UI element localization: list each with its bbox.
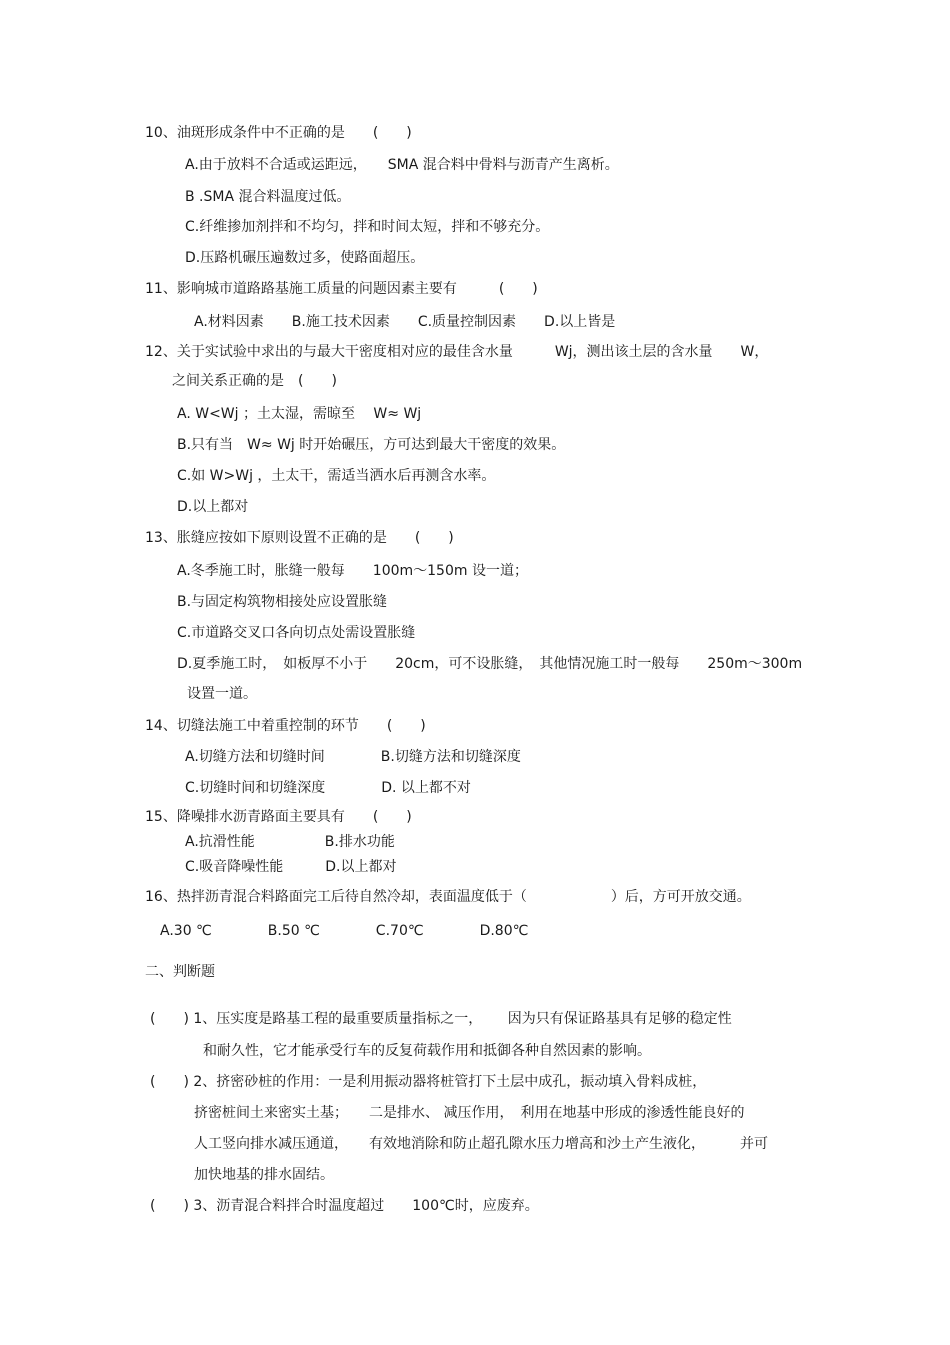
q11-options: A.材料因素 B.施工技术因素 C.质量控制因素 D.以上皆是 bbox=[194, 314, 616, 330]
q13-stem: 13、胀缝应按如下原则设置不正确的是 ( ) bbox=[145, 530, 454, 546]
q12-stem-line1: 12、关于实试验中求出的与最大干密度相对应的最佳含水量 Wj，测出该土层的含水量 W， bbox=[145, 344, 769, 360]
q15-stem: 15、降噪排水沥青路面主要具有 ( ) bbox=[145, 809, 412, 825]
q14-options-cd: C.切缝时间和切缝深度 D. 以上都不对 bbox=[185, 780, 471, 796]
q12-option-d: D.以上都对 bbox=[177, 499, 249, 515]
q11-stem: 11、影响城市道路路基施工质量的问题因素主要有 ( ) bbox=[145, 281, 538, 297]
section-2-title: 二、判断题 bbox=[145, 964, 215, 980]
judgment-2-line3: 人工竖向排水减压通道， 有效地消除和防止超孔隙水压力增高和沙土产生液化， 并可 bbox=[194, 1136, 768, 1152]
judgment-2-line2: 挤密桩间土来密实土基； 二是排水、 减压作用， 利用在地基中形成的渗透性能良好的 bbox=[194, 1105, 745, 1121]
judgment-3-line1: ( ) 3、沥青混合料拌合时温度超过 100℃时，应废弃。 bbox=[150, 1198, 539, 1214]
q10-option-a: A.由于放料不合适或运距远， SMA 混合料中骨料与沥青产生离析。 bbox=[185, 157, 619, 173]
q14-stem: 14、切缝法施工中着重控制的环节 ( ) bbox=[145, 718, 426, 734]
q12-option-b: B.只有当 W≈ Wj 时开始碾压，方可达到最大干密度的效果。 bbox=[177, 437, 566, 453]
q10-option-c: C.纤维掺加剂拌和不均匀，拌和时间太短，拌和不够充分。 bbox=[185, 219, 550, 235]
q13-option-c: C.市道路交叉口各向切点处需设置胀缝 bbox=[177, 625, 416, 641]
q14-options-ab: A.切缝方法和切缝时间 B.切缝方法和切缝深度 bbox=[185, 749, 521, 765]
judgment-1-line1: ( ) 1、压实度是路基工程的最重要质量指标之一， 因为只有保证路基具有足够的稳定性 bbox=[150, 1011, 732, 1027]
judgment-2-line1: ( ) 2、挤密砂桩的作用：一是利用振动器将桩管打下土层中成孔，振动填入骨料成桩， bbox=[150, 1074, 707, 1090]
q10-option-b: B .SMA 混合料温度过低。 bbox=[185, 189, 351, 205]
q13-option-d-line1: D.夏季施工时， 如板厚不小于 20cm，可不设胀缝， 其他情况施工时一般每 250m～300m bbox=[177, 656, 803, 672]
q10-stem: 10、油斑形成条件中不正确的是 ( ) bbox=[145, 125, 412, 141]
q12-option-a: A. W<Wj ；土太湿，需晾至 W≈ Wj bbox=[177, 406, 422, 422]
q10-option-d: D.压路机碾压遍数过多，使路面超压。 bbox=[185, 250, 425, 266]
q13-option-d-line2: 设置一道。 bbox=[187, 686, 257, 702]
q12-stem-line2: 之间关系正确的是 ( ) bbox=[172, 373, 337, 389]
q16-options: A.30 ℃ B.50 ℃ C.70℃ D.80℃ bbox=[160, 923, 529, 939]
q15-options-ab: A.抗滑性能 B.排水功能 bbox=[185, 834, 395, 850]
q13-option-b: B.与固定构筑物相接处应设置胀缝 bbox=[177, 594, 388, 610]
q15-options-cd: C.吸音降噪性能 D.以上都对 bbox=[185, 859, 397, 875]
q13-option-a: A.冬季施工时，胀缝一般每 100m～150m 设一道； bbox=[177, 563, 528, 579]
judgment-2-line4: 加快地基的排水固结。 bbox=[194, 1167, 334, 1183]
q16-stem: 16、热拌沥青混合料路面完工后待自然冷却，表面温度低于（ ）后，方可开放交通。 bbox=[145, 889, 751, 905]
judgment-1-line2: 和耐久性，它才能承受行车的反复荷载作用和抵御各种自然因素的影响。 bbox=[203, 1043, 651, 1059]
q12-option-c: C.如 W>Wj ，土太干，需适当洒水后再测含水率。 bbox=[177, 468, 496, 484]
